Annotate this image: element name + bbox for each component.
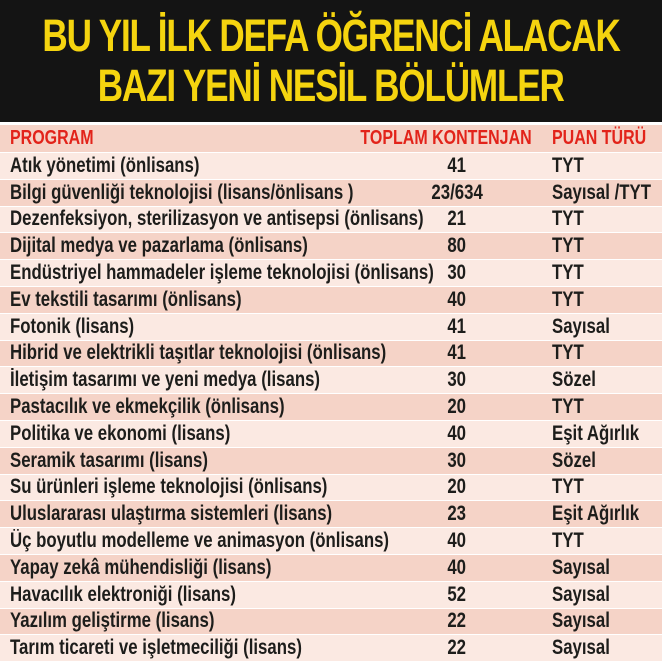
program-name: Su ürünleri işleme teknolojisi (önlisans) [10,475,328,499]
puan-turu: TYT [552,153,584,177]
table-row [0,635,662,662]
kontenjan-value: 30 [447,448,467,472]
table-header-row [0,125,662,153]
puan-turu: TYT [552,234,584,258]
kontenjan-value: 23/634 [431,180,483,204]
program-name: İletişim tasarımı ve yeni medya (lisans) [10,368,321,392]
program-name: Endüstriyel hammadeler işleme teknolojisi (önlisans) [10,261,434,285]
title-line-2: BAZI YENİ NESİL BÖLÜMLER [98,60,564,111]
puan-turu: TYT [552,207,584,231]
table-row [0,207,662,234]
title-banner [0,0,662,122]
kontenjan-value: 40 [447,529,467,553]
puan-turu: Sayısal [552,555,610,579]
table-row [0,314,662,341]
table-row [0,448,662,475]
header-program: PROGRAM [10,127,94,149]
program-name: Yazılım geliştirme (lisans) [10,609,215,633]
header-kontenjan: TOPLAM KONTENJAN [360,127,532,149]
table-row [0,501,662,528]
program-name: Ev tekstili tasarımı (önlisans) [10,287,242,311]
program-name: Bilgi güvenliği teknolojisi (lisans/önlisans ) [10,180,354,204]
table-row [0,582,662,609]
program-name: Tarım ticareti ve işletmeciliği (lisans) [10,636,302,660]
puan-turu: Eşit Ağırlık [552,421,640,445]
puan-turu: TYT [552,529,584,553]
table-row [0,609,662,636]
puan-turu: TYT [552,395,584,419]
table-row [0,180,662,207]
program-name: Uluslararası ulaştırma sistemleri (lisans) [10,502,333,526]
kontenjan-value: 80 [447,234,467,258]
puan-turu: Sayısal [552,636,610,660]
table-row [0,555,662,582]
puan-turu: TYT [552,341,584,365]
kontenjan-value: 22 [447,636,467,660]
program-name: Dijital medya ve pazarlama (önlisans) [10,234,308,258]
program-name: Pastacılık ve ekmekçilik (önlisans) [10,395,285,419]
kontenjan-value: 21 [447,207,467,231]
puan-turu: TYT [552,261,584,285]
program-name: Hibrid ve elektrikli taşıtlar teknolojisi (önlisans) [10,341,387,365]
puan-turu: Sayısal [552,609,610,633]
program-name: Üç boyutlu modelleme ve animasyon (önlisans) [10,529,390,553]
puan-turu: Sayısal [552,582,610,606]
puan-turu: Sözel [552,368,596,392]
program-name: Yapay zekâ mühendisliği (lisans) [10,555,272,579]
kontenjan-value: 20 [447,475,467,499]
kontenjan-value: 20 [447,395,467,419]
program-name: Havacılık elektroniği (lisans) [10,582,236,606]
kontenjan-value: 40 [447,555,467,579]
table-row [0,153,662,180]
puan-turu: TYT [552,287,584,311]
puan-turu: TYT [552,475,584,499]
kontenjan-value: 41 [447,153,467,177]
program-name: Fotonik (lisans) [10,314,135,338]
puan-turu: Sözel [552,448,596,472]
table-row [0,367,662,394]
puan-turu: Sayısal [552,314,610,338]
program-name: Dezenfeksiyon, sterilizasyon ve antisepsi (önlisans) [10,207,424,231]
header-puan: PUAN TÜRÜ [552,127,647,149]
puan-turu: Eşit Ağırlık [552,502,640,526]
kontenjan-value: 30 [447,368,467,392]
program-name: Seramik tasarımı (lisans) [10,448,208,472]
kontenjan-value: 41 [447,314,467,338]
program-name: Atık yönetimi (önlisans) [10,153,200,177]
kontenjan-value: 22 [447,609,467,633]
table-row [0,528,662,555]
programs-table [0,125,662,662]
table-row [0,233,662,260]
table-row [0,287,662,314]
puan-turu: Sayısal /TYT [552,180,651,204]
program-name: Politika ve ekonomi (lisans) [10,421,231,445]
table-row [0,394,662,421]
kontenjan-value: 23 [447,502,467,526]
table-row [0,421,662,448]
table-row [0,341,662,368]
table-row [0,260,662,287]
kontenjan-value: 40 [447,421,467,445]
title-line-1: BU YIL İLK DEFA ÖĞRENCİ ALACAK [42,10,620,61]
table-row [0,475,662,502]
kontenjan-value: 30 [447,261,467,285]
kontenjan-value: 52 [447,582,467,606]
kontenjan-value: 40 [447,287,467,311]
kontenjan-value: 41 [447,341,467,365]
